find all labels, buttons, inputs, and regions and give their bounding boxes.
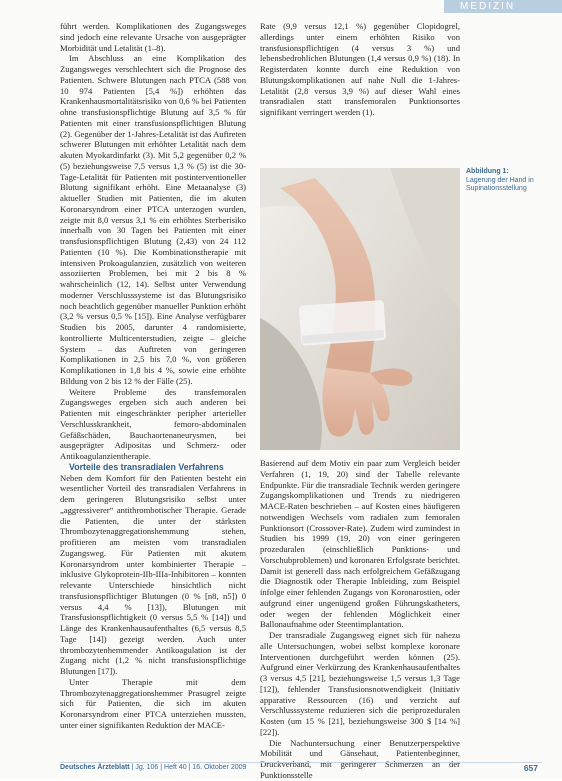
- footer-divider: [60, 762, 542, 763]
- paragraph: Die Nachuntersuchung einer Benutzerperspektive Mobilität und Gänsehaut, Patientenbeginner, Druckverband, mit geringerer Schmerzen an der Punktionsstelle: [260, 737, 460, 780]
- issue-info: | Jg. 106 | Heft 40 | 16. Oktober 2009: [131, 764, 247, 771]
- paragraph: Neben dem Komfort für den Patienten besteht ein wesentlicher Vorteil des transradialen Verfahrens in dem geringeren Blutungsrisiko selbst unter „aggressiverer“ antithrombotischer Therapie. Gerade die Patienten, die unter der stärksten Thrombozytenaggregationshemmung stehen, profitieren am meisten vom transradialen Zugangsweg. Für Patienten mit akutem Koronarsyndrom unter kombinierter Therapie – inklusive Glykoprotein-IIb-IIIa-Inhibitoren – konnten relevante Unterschiede hinsichtlich nicht transfusionspflichtiger Blutungen (0 % [n8, n5]) 0 versus 4,4 % [13]), Blutungen mit Transfusionspflichtigkeit (0 versus 5,5 % [14]) und Länge des Krankenhausaufenthaltes (6,5 versus 8,5 Tage [14]) gezeigt werden. Auch unter thrombozytenhemmender Antikoagulation ist der Zugang nicht (1,2 % nicht transfusionspflichtige Blutungen [17]).: [60, 472, 246, 676]
- footer-citation: [60, 764, 246, 771]
- paragraph: Im Abschluss an eine Komplikation des Zugangsweges verschlechtert sich die Prognose des Patienten. Schwere Blutungen nach PTCA (588 von 10 974 Patienten [5,4 %]) erhöhten das Krankenhausmortalitätsrisiko von 0,6 % bei Patienten ohne transfusionspflichtige Blutung auf 3,5 % für Patienten mit einer transfusionspflichtigen Blutung (2). Gegenüber der 1-Jahres-Letalität ist das Auftreten schwerer Blutungen mit erhöhter Letalität nach dem akuten Myokardinfarkt (3). Mit 5,2 gegenüber 0,2 % (5) beziehungsweise 7,5 versus 1,3 % (5) ist die 30-Tage-Letalität für Patienten mit postinterventioneller Blutung signifikant erhöht. Eine Metaanalyse (3) aktueller Studien mit Patienten, die im akuten Koronarsyndrom einer PTCA unterzogen wurden, zeigte mit 8,0 versus 3,1 % ein erhöhtes Sterberisiko innerhalb von 30 Tagen bei Patienten mit einer transfusionspflichtigen Blutung (2,43) von 24 112 Patienten (10 %). Die Kombinationstherapie mit intensiven Prokoagulanzien, zusätzlich von weiteren assoziierten Problemen, bei mit 2 bis 8 % wahrscheinlich (12, 14). Selbst unter Verwendung moderner Verschlusssysteme ist das Blutungsrisiko noch beachtlich gegenüber manueller Punktion erhöht (3,2 % versus 0,5 % [15]). Eine Analyse verfügbarer Studien bis 2005, darunter 4 randomisierte, kontrollierte Multicenterstudien, zeigte – gleiche System – das Auftreten von geringeren Komplikationen in 2,5 bis 7,0 %, von größeren Komplikationen in 1,8 bis 4 %, sowie eine erhöhte Bildung von 2 bis 12 % der Fälle (25).: [60, 53, 246, 386]
- paragraph: Weitere Probleme des transfemoralen Zugangsweges ergeben sich auch anderen bei Patienten mit eingeschränkter peripher arterieller Verschlusskrankheit, femoro-abdominalen Gefäßschäden, Bauchaortenaneurysmen, bei ausgeprägter Adipositas und Schmerz- oder Antikoagulanzientherapie.: [60, 386, 246, 461]
- section-header-tab: MEDIZIN: [444, 0, 562, 13]
- paragraph: Der transradiale Zugangsweg eignet sich für nahezu alle Untersuchungen, wobei selbst komplexe koronare Interventionen durchgeführt werden können (25). Aufgrund einer Verkürzung des Krankenhausaufenthaltes (3 versus 4,5 [21], beziehungsweise 1,5 versus 1,3 Tage [12]), fehlender Transfusionsnotwendigkeit (Initiativ apparative Ressourcen (16) und verzicht auf Verschlusssysteme reduzieren sich die periprozeduralen Kosten (um 15 % [21], beziehungsweise 300 $ [14 %] [22]).: [260, 630, 460, 737]
- journal-name: Deutsches Ärzteblatt: [60, 764, 130, 771]
- left-column: [60, 21, 246, 731]
- page-number: 657: [523, 763, 538, 773]
- paragraph: Unter Therapie mit dem Thrombozytenaggregationshemmer Prasugrel zeigte sich für Patienten, die sich im akuten Koronarsyndrom einer PTCA unterziehen mussten, unter einer signifikanten Reduktion der MACE-: [60, 676, 246, 730]
- section-subheading: Vorteile des transradialen Verfahrens: [69, 461, 224, 472]
- paragraph: Rate (9,9 versus 12,1 %) gegenüber Clopidogrel, allerdings unter einem erhöhten Risiko von transfusionspflichtigen (4 versus 3 %) und lebensbedrohlichen Blutungen (1,4 versus 0,9 %) (18). In Registerdaten konnte durch eine Reduktion von Blutungskomplikationen auf nahe Null die 1-Jahres-Letalität (2,8 versus 3,9 %) auf dieser Wahl eines transradialen statt transfemoralen Punktionsortes signifikant verringert werden (1).: [260, 21, 460, 117]
- right-column-top: [260, 21, 460, 118]
- figure-caption: [466, 168, 540, 194]
- caption-text: Lagerung der Hand in Supinationsstellung: [466, 176, 534, 193]
- caption-title: Abbildung 1:: [466, 168, 509, 175]
- paragraph: Basierend auf dem Motiv ein paar zum Vergleich beider Verfahren (1, 19, 20) sind der Tabelle relevante Endpunkte. Für die transradiale Technik werden geringere Zugangskomplikationen und Trends zu niedrigeren MACE-Raten beschrieben – auf Kosten eines häufigeren notwendigen Wechsels vom radialen zum femoralen Punktionsort (Crossover-Rate). Zudem wird zumindest in Studien bis 1999 (19, 20) von einer geringeren prozeduralen (einschließlich Punktions- und Vorschubproblemen) und koronaren Erfolgsrate berichtet. Damit ist generell dass nach erfolgreichem Gefäßzugang die Diagnostik oder Therapie Inbleiding, zum Beispiel infolge einer fehlenden Zugangs von Koronarostien, oder aufgrund einer ungenügend großen Führungskatheters, oder wegen der fehlenden Möglichkeit einer Ballonaufnahme oder Steentimplantation.: [260, 458, 460, 630]
- right-column-bottom: [260, 458, 460, 781]
- hand-illustration: [260, 168, 460, 450]
- paragraph: führt werden. Komplikationen des Zugangsweges sind jedoch eine relevante Ursache von ausgeprägter Morbidität und Letalität (1–8).: [60, 21, 246, 53]
- figure-hand-photo: [260, 168, 460, 450]
